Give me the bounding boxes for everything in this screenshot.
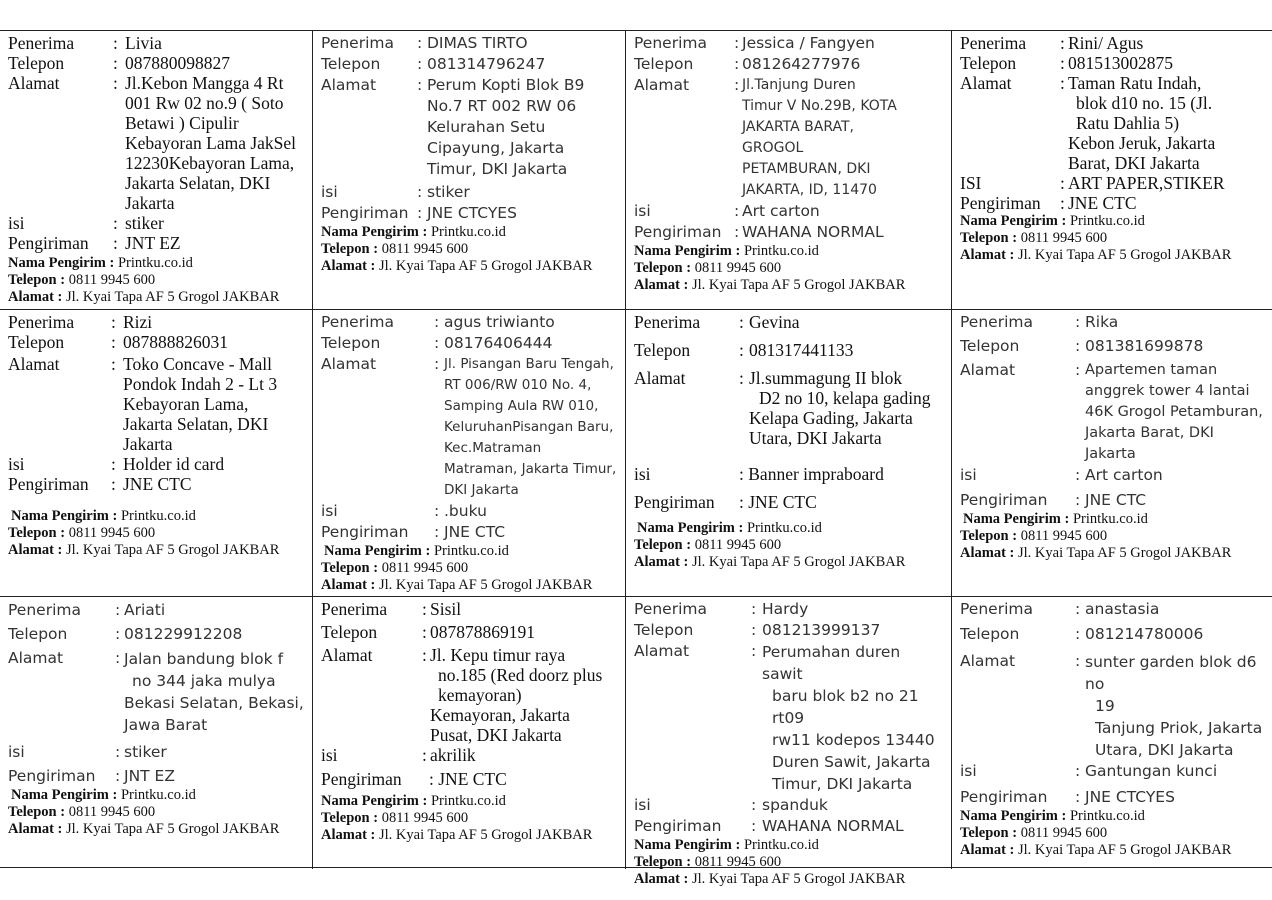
address-row: Alamat : Jl.Tanjung Duren Timur V No.29B, KOTA JAKARTA BARAT, GROGOL PETAMBURAN, DKI JAKARTA, ID, 11470 [634, 75, 945, 201]
phone-key: Telepon [321, 622, 378, 642]
recipient-row: Penerima : Gevina [634, 312, 945, 332]
shipping-value: JNE CTC [444, 523, 506, 541]
address-key: Alamat [634, 642, 690, 660]
address-value: Perumahan duren sawit baru blok b2 no 21 rt09 rw11 kodepos 13440 Duren Sawit, Jakarta Timur, DKI Jakarta [762, 643, 935, 793]
contents-key: ISI [960, 173, 982, 193]
phone-row: Telepon : 081214780006 [960, 624, 1266, 645]
contents-row: isi : akrilik [321, 745, 619, 765]
contents-value: stiker [124, 743, 167, 761]
shipping-value: JNE CTCYES [427, 204, 517, 222]
phone-value: 087880098827 [125, 53, 230, 73]
recipient-key: Penerima [634, 600, 707, 618]
contents-value: Holder id card [123, 454, 225, 474]
address-key: Alamat [634, 76, 690, 94]
address-key: Alamat [321, 355, 377, 373]
sender-block: Nama Pengirim : Printku.co.id Telepon : 0811 9945 600 Alamat : Jl. Kyai Tapa AF 5 Grogol JAKBAR [960, 808, 1232, 858]
contents-key: isi [634, 464, 651, 484]
address-row: Alamat : Perum Kopti Blok B9 No.7 RT 002 RW 06 Kelurahan Setu Cipayung, Jakarta Timur, DKI Jakarta [321, 75, 619, 180]
address-value: Apartemen taman anggrek tower 4 lantai 46K Grogol Petamburan, Jakarta Barat, DKI Jakarta [1085, 362, 1263, 462]
recipient-value: anastasia [1085, 600, 1160, 618]
recipient-row: Penerima : Hardy [634, 599, 945, 620]
contents-value: stiker [125, 213, 164, 233]
recipient-value: Gevina [749, 312, 800, 332]
phone-value: 081213999137 [762, 621, 881, 639]
phone-row: Telepon : 081513002875 [960, 53, 1266, 73]
recipient-value: Sisil [430, 599, 462, 619]
shipping-key: Pengiriman [8, 233, 89, 253]
recipient-row: Penerima : Livia [8, 33, 306, 53]
phone-value: 08176406444 [444, 334, 553, 352]
phone-key: Telepon [8, 53, 65, 73]
recipient-row: Penerima : DIMAS TIRTO [321, 33, 619, 54]
shipping-key: Pengiriman [634, 817, 722, 835]
contents-key: isi [634, 202, 651, 220]
address-value: Jl. Pisangan Baru Tengah, RT 006/RW 010 No. 4, Samping Aula RW 010, KeluruhanPisangan Baru, Kec.Matraman Matraman, Jakarta Timur, DKI Jakarta [444, 356, 617, 498]
sender-block: Nama Pengirim : Printku.co.id Telepon : 0811 9945 600 Alamat : Jl. Kyai Tapa AF 5 Grogol JAKBAR [321, 793, 593, 843]
shipping-key: Pengiriman [8, 474, 89, 494]
recipient-value: Rini/ Agus [1068, 33, 1144, 53]
shipping-row: Pengiriman : JNE CTC [321, 522, 619, 543]
sender-block: Nama Pengirim : Printku.co.id Telepon : 0811 9945 600 Alamat : Jl. Kyai Tapa AF 5 Grogol JAKBAR [634, 243, 906, 293]
recipient-key: Penerima [960, 33, 1027, 53]
shipping-key: Pengiriman [960, 193, 1041, 213]
contents-key: isi [321, 745, 338, 765]
shipping-row [634, 492, 945, 512]
sender-block: Nama Pengirim : Printku.co.id Telepon : 0811 9945 600 Alamat : Jl. Kyai Tapa AF 5 Grogol JAKBAR [960, 511, 1232, 561]
address-value: Jalan bandung blok f no 344 jaka mulya Bekasi Selatan, Bekasi, Jawa Barat [124, 650, 304, 734]
recipient-row: Penerima : Ariati [8, 600, 306, 621]
address-key: Alamat [321, 76, 377, 94]
sender-block: Nama Pengirim : Printku.co.id Telepon : 0811 9945 600 Alamat : Jl. Kyai Tapa AF 5 Grogol JAKBAR [960, 213, 1232, 263]
phone-value: 081314796247 [427, 55, 546, 73]
shipping-label [0, 597, 313, 869]
phone-value: 081229912208 [124, 625, 243, 643]
address-row: Alamat : Jl. Kepu timur raya no.185 (Red doorz plus kemayoran) Kemayoran, Jakarta Pusat, DKI Jakarta [321, 645, 619, 745]
contents-value: stiker [427, 183, 470, 201]
shipping-label [0, 31, 313, 310]
address-row: Alamat : Jalan bandung blok f no 344 jaka mulya Bekasi Selatan, Bekasi, Jawa Barat [8, 648, 306, 736]
recipient-key: Penerima [960, 600, 1033, 618]
contents-row: isi : stiker [8, 213, 306, 233]
phone-key: Telepon [960, 625, 1020, 643]
address-row: Alamat : Taman Ratu Indah, blok d10 no. 15 (Jl. Ratu Dahlia 5) Kebon Jeruk, Jakarta Barat, DKI Jakarta [960, 73, 1266, 173]
address-key: Alamat [960, 73, 1012, 93]
phone-value: 081381699878 [1085, 337, 1204, 355]
phone-row: Telepon : 081314796247 [321, 54, 619, 75]
recipient-row: Penerima : anastasia [960, 599, 1266, 620]
address-key: Alamat [8, 649, 64, 667]
shipping-row: Pengiriman : JNT EZ [8, 233, 306, 253]
phone-key: Telepon [960, 337, 1020, 355]
contents-value: : Banner impraboard [739, 464, 884, 484]
recipient-value: Livia [125, 33, 162, 53]
shipping-value: JNE CTC [1085, 491, 1147, 509]
address-key: Alamat [960, 361, 1016, 379]
address-row: Alamat : Jl. Pisangan Baru Tengah, RT 006/RW 010 No. 4, Samping Aula RW 010, KeluruhanPisangan Baru, Kec.Matraman Matraman, Jakarta Timur, DKI Jakarta [321, 354, 619, 501]
recipient-value: Rika [1085, 313, 1119, 331]
shipping-label [626, 31, 952, 310]
shipping-row: Pengiriman : JNE CTCYES [321, 203, 619, 224]
recipient-row: Penerima : Jessica / Fangyen [634, 33, 945, 54]
phone-key: Telepon [634, 340, 691, 360]
contents-key: isi [321, 502, 338, 520]
recipient-value: Rizi [123, 312, 153, 332]
address-key: Alamat [321, 645, 373, 665]
phone-key: Telepon [321, 55, 381, 73]
recipient-value: Ariati [124, 601, 166, 619]
address-value: Jl.summagung II blok D2 no 10, kelapa gading Kelapa Gading, Jakarta Utara, DKI Jakarta [749, 368, 931, 448]
shipping-value: WAHANA NORMAL [762, 817, 904, 835]
address-row: Alamat : Jl.summagung II blok D2 no 10, kelapa gading Kelapa Gading, Jakarta Utara, DKI Jakarta [634, 368, 945, 448]
shipping-label [313, 310, 626, 597]
recipient-row: Penerima : Sisil [321, 599, 619, 619]
address-key: Alamat [634, 368, 686, 388]
recipient-row: Penerima : Rizi [8, 312, 306, 332]
phone-value: 087888826031 [123, 332, 228, 352]
shipping-label [952, 31, 1272, 310]
contents-row: ISI : ART PAPER,STIKER [960, 173, 1266, 193]
shipping-label [0, 310, 313, 597]
contents-value: Gantungan kunci [1085, 762, 1218, 780]
shipping-row: Pengiriman : WAHANA NORMAL [634, 222, 945, 243]
address-value: Jl. Kepu timur raya no.185 (Red doorz plus kemayoran) Kemayoran, Jakarta Pusat, DKI Jakarta [430, 645, 603, 745]
address-row: Alamat : Jl.Kebon Mangga 4 Rt 001 Rw 02 no.9 ( Soto Betawi ) Cipulir Kebayoran Lama JakSel 12230Kebayoran Lama, Jakarta Selatan, DKI Jakarta [8, 73, 306, 213]
address-value: Toko Concave - Mall Pondok Indah 2 - Lt 3 Kebayoran Lama, Jakarta Selatan, DKI Jakarta [123, 354, 278, 454]
shipping-label [952, 597, 1272, 869]
shipping-row: Pengiriman : JNE CTC [960, 490, 1266, 511]
contents-row: isi : Art carton [960, 465, 1266, 486]
shipping-key: Pengiriman [8, 767, 96, 785]
contents-value: akrilik [430, 745, 476, 765]
contents-row: isi : stiker [8, 742, 306, 763]
address-key: Alamat [8, 73, 60, 93]
recipient-row: Penerima : Rika [960, 312, 1266, 333]
sender-block: Nama Pengirim : Printku.co.id Telepon : 0811 9945 600 Alamat : Jl. Kyai Tapa AF 5 Grogol JAKBAR [8, 255, 280, 305]
recipient-key: Penerima [634, 34, 707, 52]
shipping-key: Pengiriman [321, 204, 409, 222]
recipient-row: Penerima : agus triwianto [321, 312, 619, 333]
shipping-value: JNE CTC [1068, 193, 1137, 213]
address-row: Alamat : sunter garden blok d6 no 19 Tanjung Priok, Jakarta Utara, DKI Jakarta [960, 651, 1266, 761]
shipping-label [313, 597, 626, 869]
address-key: Alamat [8, 354, 60, 374]
contents-value: Art carton [742, 202, 820, 220]
shipping-label [952, 310, 1272, 597]
address-value: sunter garden blok d6 no 19 Tanjung Priok, Jakarta Utara, DKI Jakarta [1085, 653, 1263, 759]
contents-key: isi [8, 213, 25, 233]
phone-row: Telepon : 081317441133 [634, 340, 945, 360]
phone-key: Telepon [634, 55, 694, 73]
address-row: Alamat : Perumahan duren sawit baru blok b2 no 21 rt09 rw11 kodepos 13440 Duren Sawit, Jakarta Timur, DKI Jakarta [634, 641, 945, 795]
phone-row: Telepon : 081381699878 [960, 336, 1266, 357]
shipping-key: Pengiriman [960, 788, 1048, 806]
shipping-row: Pengiriman : JNE CTC [8, 474, 306, 494]
recipient-key: Penerima [634, 312, 701, 332]
contents-value: .buku [444, 502, 487, 520]
shipping-value: WAHANA NORMAL [742, 223, 884, 241]
phone-value: 081513002875 [1068, 53, 1173, 73]
contents-value: spanduk [762, 796, 828, 814]
recipient-key: Penerima [8, 33, 75, 53]
contents-key: isi [960, 762, 977, 780]
recipient-key: Penerima [321, 599, 388, 619]
shipping-label-sheet [0, 30, 1272, 887]
phone-key: Telepon [8, 332, 65, 352]
contents-key: isi [8, 743, 25, 761]
contents-row: isi : spanduk [634, 795, 945, 816]
shipping-row: Pengiriman : JNE CTCYES [960, 787, 1266, 808]
phone-key: Telepon [8, 625, 68, 643]
address-value: Jl.Tanjung Duren Timur V No.29B, KOTA JAKARTA BARAT, GROGOL PETAMBURAN, DKI JAKARTA, ID, 11470 [742, 77, 897, 198]
recipient-key: Penerima [8, 601, 81, 619]
shipping-key: Pengiriman [321, 769, 402, 789]
contents-row: isi : stiker [321, 182, 619, 203]
contents-row: isi : .buku [321, 501, 619, 522]
phone-row: Telepon : 081229912208 [8, 624, 306, 645]
recipient-value: DIMAS TIRTO [427, 34, 528, 52]
phone-row: Telepon : 081213999137 [634, 620, 945, 641]
phone-row: Telepon : 081264277976 [634, 54, 945, 75]
sender-block: Nama Pengirim : Printku.co.id Telepon : 0811 9945 600 Alamat : Jl. Kyai Tapa AF 5 Grogol JAKBAR [634, 520, 906, 570]
contents-key: isi [8, 454, 25, 474]
contents-row: isi : Gantungan kunci [960, 761, 1266, 782]
sender-block: Nama Pengirim : Printku.co.id Telepon : 0811 9945 600 Alamat : Jl. Kyai Tapa AF 5 Grogol JAKBAR [321, 543, 593, 593]
shipping-key: Pengiriman [321, 523, 409, 541]
sender-block: Nama Pengirim : Printku.co.id Telepon : 0811 9945 600 Alamat : Jl. Kyai Tapa AF 5 Grogol JAKBAR [321, 224, 593, 274]
shipping-label [626, 597, 952, 887]
recipient-value: agus triwianto [444, 313, 555, 331]
phone-row: Telepon : 087878869191 [321, 622, 619, 642]
shipping-key: Pengiriman [634, 223, 722, 241]
address-value: Taman Ratu Indah, blok d10 no. 15 (Jl. Ratu Dahlia 5) Kebon Jeruk, Jakarta Barat, DKI Jakarta [1068, 73, 1216, 173]
address-value: Jl.Kebon Mangga 4 Rt 001 Rw 02 no.9 ( Soto Betawi ) Cipulir Kebayoran Lama JakSel 12230Kebayoran Lama, Jakarta Selatan, DKI Jakarta [125, 73, 297, 213]
phone-key: Telepon [321, 334, 381, 352]
recipient-row: Penerima : Rini/ Agus [960, 33, 1266, 53]
phone-key: Telepon [634, 621, 694, 639]
sender-block: Nama Pengirim : Printku.co.id Telepon : 0811 9945 600 Alamat : Jl. Kyai Tapa AF 5 Grogol JAKBAR [634, 837, 906, 887]
recipient-key: Penerima [321, 313, 394, 331]
shipping-value: : JNE CTC [739, 492, 817, 512]
address-row: Alamat : Apartemen taman anggrek tower 4 lantai 46K Grogol Petamburan, Jakarta Barat, DKI Jakarta [960, 360, 1266, 465]
contents-row: isi : Holder id card [8, 454, 306, 474]
contents-key: isi [321, 183, 338, 201]
shipping-key: Pengiriman [960, 491, 1048, 509]
contents-value: Art carton [1085, 466, 1163, 484]
recipient-key: Penerima [960, 313, 1033, 331]
contents-key: isi [634, 796, 651, 814]
address-row: Alamat : Toko Concave - Mall Pondok Indah 2 - Lt 3 Kebayoran Lama, Jakarta Selatan, DKI Jakarta [8, 354, 306, 454]
contents-row: isi : Art carton [634, 201, 945, 222]
shipping-key: Pengiriman [634, 492, 715, 512]
shipping-value: : JNE CTC [429, 769, 507, 789]
shipping-label [313, 31, 626, 310]
shipping-row: Pengiriman : JNE CTC [960, 193, 1266, 213]
shipping-row: Pengiriman : WAHANA NORMAL [634, 816, 945, 837]
phone-row: Telepon : 08176406444 [321, 333, 619, 354]
recipient-value: Jessica / Fangyen [742, 34, 875, 52]
shipping-row [321, 769, 619, 789]
shipping-value: JNT EZ [125, 233, 181, 253]
phone-key: Telepon [960, 53, 1017, 73]
phone-value: 081264277976 [742, 55, 861, 73]
recipient-key: Penerima [321, 34, 394, 52]
phone-value: 081317441133 [749, 340, 854, 360]
shipping-label [626, 310, 952, 597]
recipient-value: Hardy [762, 600, 809, 618]
phone-row: Telepon : 087880098827 [8, 53, 306, 73]
sender-block: Nama Pengirim : Printku.co.id Telepon : 0811 9945 600 Alamat : Jl. Kyai Tapa AF 5 Grogol JAKBAR [8, 787, 280, 837]
address-key: Alamat [960, 652, 1016, 670]
shipping-value: JNE CTC [123, 474, 192, 494]
shipping-value: JNE CTCYES [1085, 788, 1175, 806]
shipping-value: JNT EZ [124, 767, 175, 785]
phone-row: Telepon : 087888826031 [8, 332, 306, 352]
recipient-key: Penerima [8, 312, 75, 332]
sender-block: Nama Pengirim : Printku.co.id Telepon : 0811 9945 600 Alamat : Jl. Kyai Tapa AF 5 Grogol JAKBAR [8, 508, 280, 558]
phone-value: 081214780006 [1085, 625, 1204, 643]
contents-key: isi [960, 466, 977, 484]
phone-value: 087878869191 [430, 622, 535, 642]
contents-value: ART PAPER,STIKER [1068, 173, 1225, 193]
shipping-row: Pengiriman : JNT EZ [8, 766, 306, 787]
contents-row [634, 464, 945, 484]
address-value: Perum Kopti Blok B9 No.7 RT 002 RW 06 Kelurahan Setu Cipayung, Jakarta Timur, DKI Jakarta [427, 76, 585, 178]
